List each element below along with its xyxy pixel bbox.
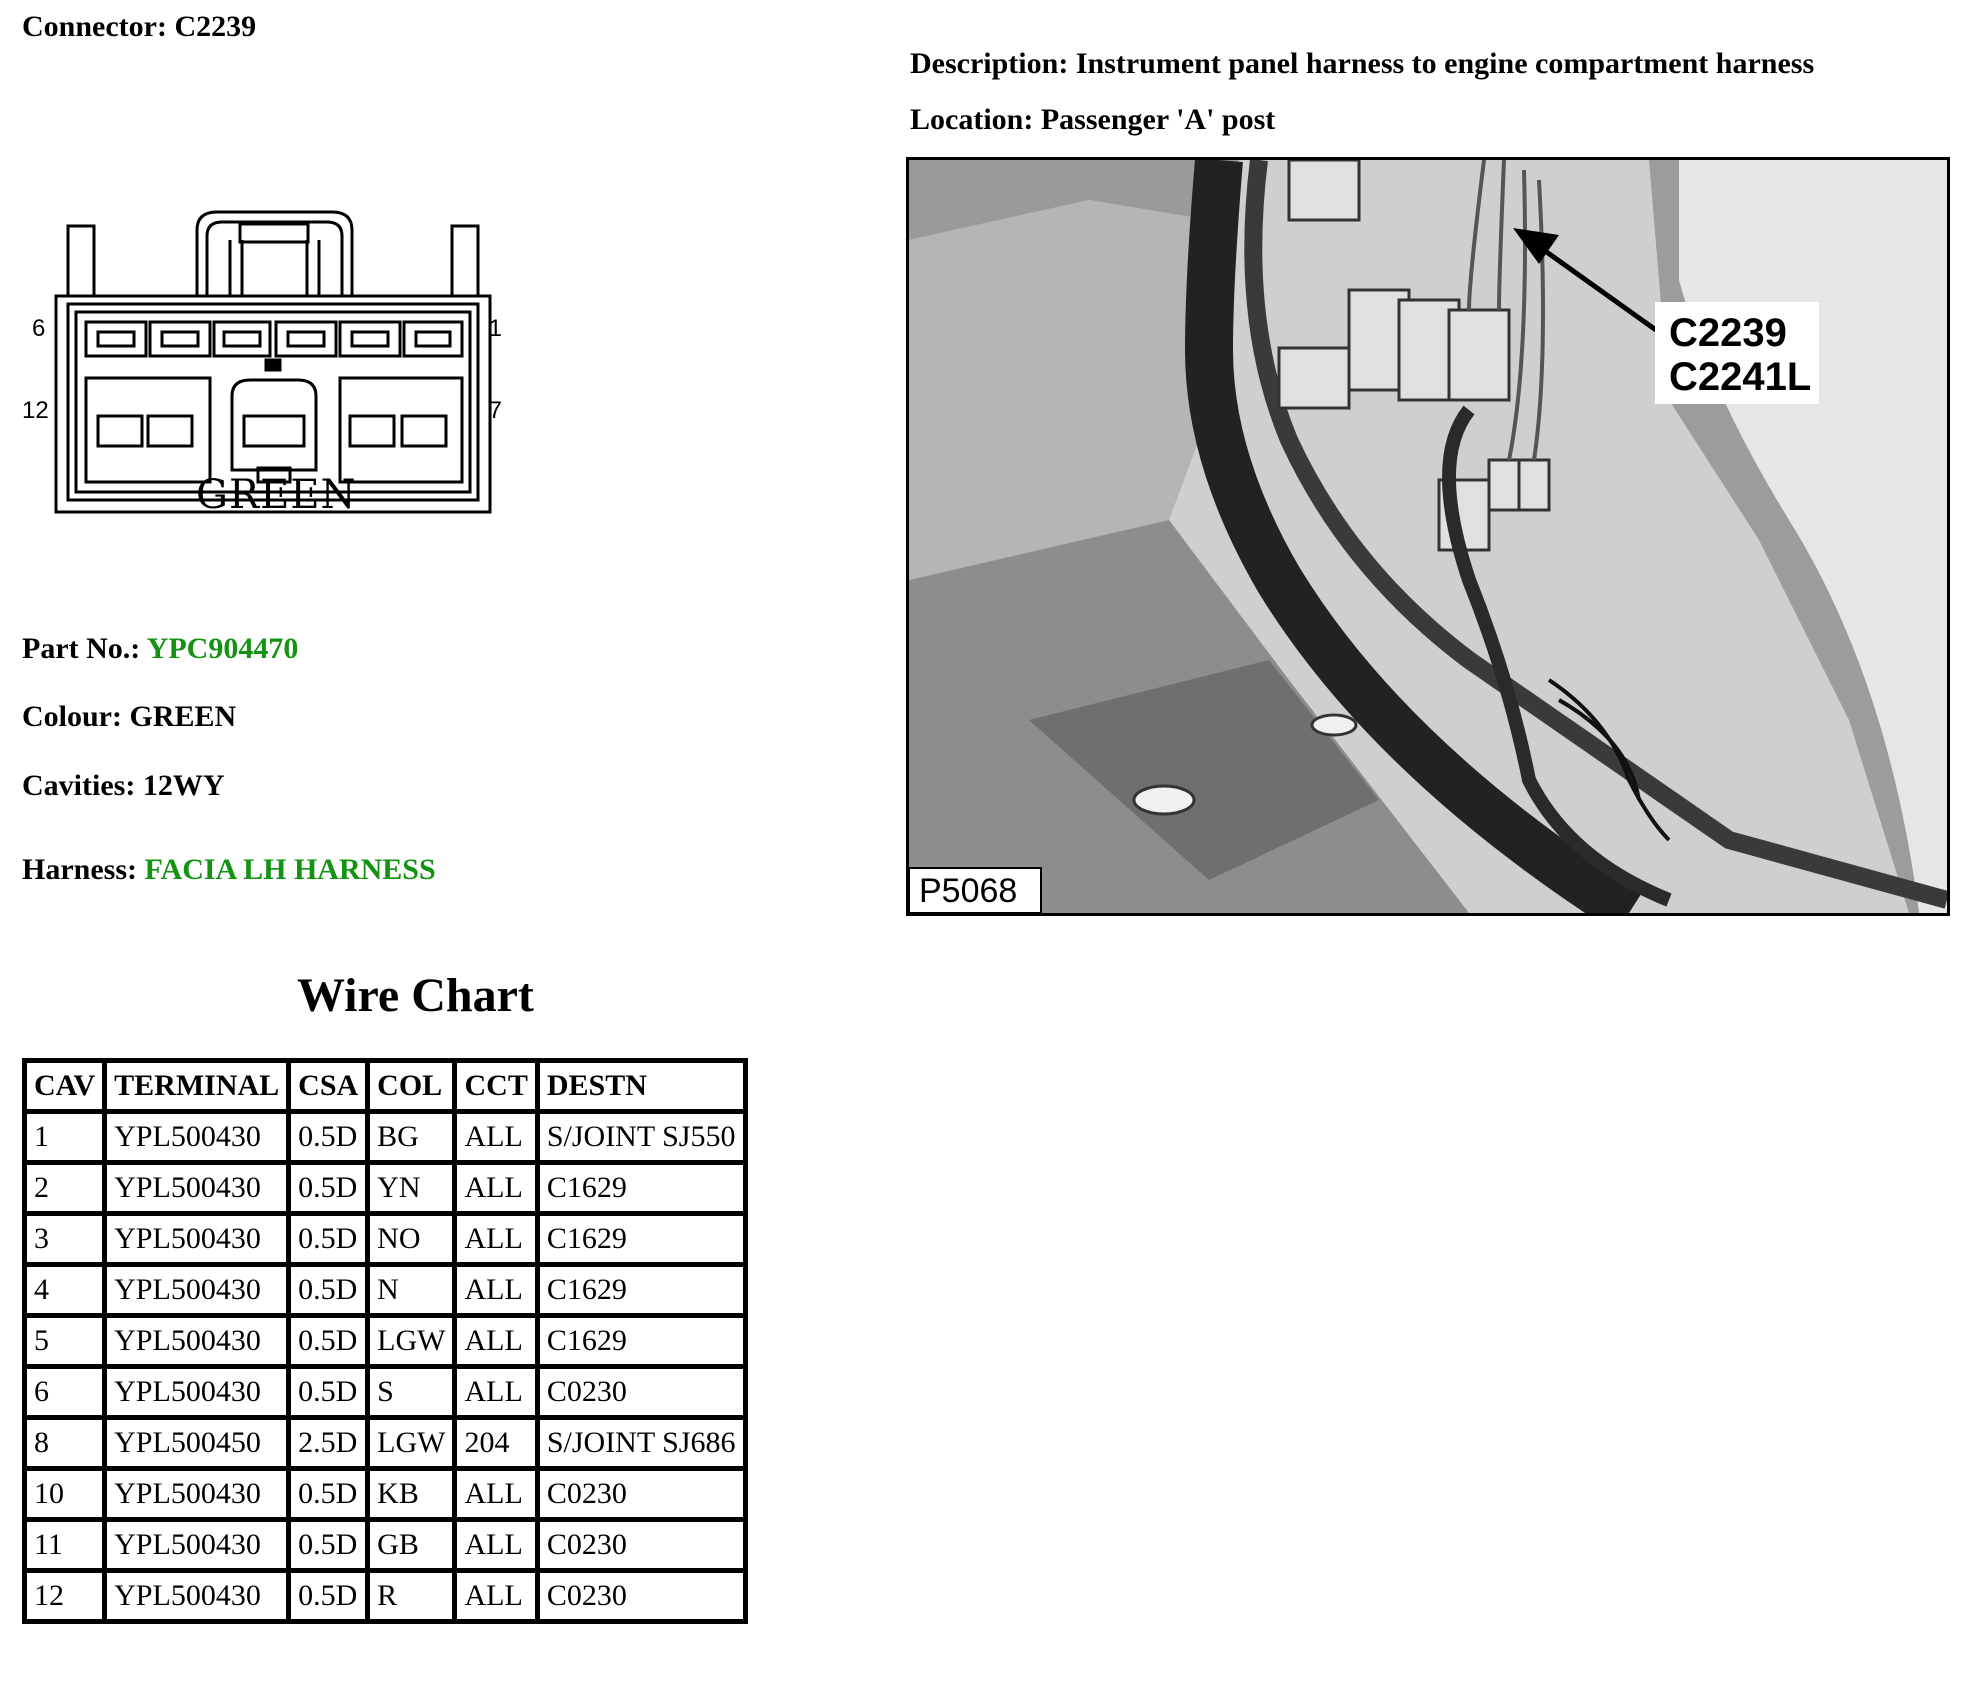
header-col: COL — [368, 1061, 455, 1112]
cell-terminal: YPL500450 — [105, 1418, 289, 1469]
harness — [22, 853, 436, 887]
harness-label: Harness: — [22, 853, 137, 886]
description-label: Description: — [910, 47, 1069, 80]
table-row — [25, 1520, 746, 1571]
bottom-terminal-row — [86, 378, 462, 482]
cell-csa: 0.5D — [289, 1265, 368, 1316]
table-row — [25, 1367, 746, 1418]
table-row — [25, 1469, 746, 1520]
cell-csa: 0.5D — [289, 1316, 368, 1367]
table-row — [25, 1163, 746, 1214]
harness-link[interactable]: FACIA LH HARNESS — [144, 853, 436, 886]
cell-destn: C1629 — [537, 1163, 745, 1214]
cell-col: S — [368, 1367, 455, 1418]
latch-mid — [207, 222, 342, 296]
cell-destn: C0230 — [537, 1469, 745, 1520]
cell-col: KB — [368, 1469, 455, 1520]
cell-destn: C0230 — [537, 1520, 745, 1571]
cavities-label: Cavities: — [22, 769, 136, 802]
cell-cct: ALL — [455, 1265, 537, 1316]
cell-terminal: YPL500430 — [105, 1571, 289, 1622]
cell-col: GB — [368, 1520, 455, 1571]
cell-cav: 10 — [25, 1469, 105, 1520]
cell-cav: 12 — [25, 1571, 105, 1622]
cell-csa: 2.5D — [289, 1418, 368, 1469]
colour — [22, 700, 236, 734]
connector-value: C2239 — [174, 10, 257, 43]
pin-label-7: 7 — [488, 397, 502, 424]
wire-chart-title: Wire Chart — [297, 969, 534, 1022]
cell-cav: 3 — [25, 1214, 105, 1265]
cell-csa: 0.5D — [289, 1520, 368, 1571]
cell-cct: ALL — [455, 1469, 537, 1520]
cavities-value: 12WY — [142, 769, 225, 802]
pin-label-1: 1 — [488, 315, 502, 342]
description — [910, 47, 1814, 81]
cell-cav: 4 — [25, 1265, 105, 1316]
cell-terminal: YPL500430 — [105, 1112, 289, 1163]
cell-terminal: YPL500430 — [105, 1367, 289, 1418]
left-post — [68, 226, 94, 296]
part-number-label: Part No.: — [22, 632, 141, 665]
cell-destn: C1629 — [537, 1214, 745, 1265]
cell-csa: 0.5D — [289, 1112, 368, 1163]
table-row — [25, 1214, 746, 1265]
cell-col: LGW — [368, 1418, 455, 1469]
header-terminal: TERMINAL — [105, 1061, 289, 1112]
cell-csa: 0.5D — [289, 1214, 368, 1265]
cell-cct: ALL — [455, 1571, 537, 1622]
description-value: Instrument panel harness to engine compartment harness — [1075, 47, 1815, 80]
location-photo — [906, 157, 1950, 916]
part-number — [22, 632, 298, 666]
photo-illustration — [909, 160, 1947, 913]
cell-cct: ALL — [455, 1520, 537, 1571]
table-header-row — [25, 1061, 746, 1112]
cell-cav: 8 — [25, 1418, 105, 1469]
cell-col: R — [368, 1571, 455, 1622]
cell-destn: C1629 — [537, 1316, 745, 1367]
header-destn: DESTN — [537, 1061, 745, 1112]
cell-col: YN — [368, 1163, 455, 1214]
cell-col: N — [368, 1265, 455, 1316]
cell-destn: C0230 — [537, 1571, 745, 1622]
pin-label-6: 6 — [32, 315, 46, 342]
cell-destn: S/JOINT SJ550 — [537, 1112, 745, 1163]
cell-cav: 2 — [25, 1163, 105, 1214]
latch-tab — [240, 224, 308, 242]
cell-csa: 0.5D — [289, 1571, 368, 1622]
top-terminal-row — [86, 322, 462, 370]
cell-terminal: YPL500430 — [105, 1520, 289, 1571]
cell-cct: ALL — [455, 1112, 537, 1163]
cell-destn: C1629 — [537, 1265, 745, 1316]
cell-cav: 6 — [25, 1367, 105, 1418]
cell-terminal: YPL500430 — [105, 1163, 289, 1214]
cell-terminal: YPL500430 — [105, 1214, 289, 1265]
table-row — [25, 1418, 746, 1469]
connector-color-caption: GREEN — [196, 472, 357, 518]
header-cav: CAV — [25, 1061, 105, 1112]
cell-destn: S/JOINT SJ686 — [537, 1418, 745, 1469]
cell-cct: ALL — [455, 1163, 537, 1214]
colour-value: GREEN — [129, 700, 237, 733]
callout-c2239: C2239 — [1669, 311, 1787, 355]
right-post — [452, 226, 478, 296]
callout-c2241l: C2241L — [1669, 355, 1812, 399]
cell-terminal: YPL500430 — [105, 1265, 289, 1316]
cell-col: BG — [368, 1112, 455, 1163]
wire-chart-table — [22, 1058, 748, 1624]
cell-cct: ALL — [455, 1367, 537, 1418]
part-number-link[interactable]: YPC904470 — [146, 632, 299, 665]
cell-col: NO — [368, 1214, 455, 1265]
cell-terminal: YPL500430 — [105, 1316, 289, 1367]
location-value: Passenger 'A' post — [1040, 103, 1276, 136]
cell-cct: ALL — [455, 1214, 537, 1265]
header-csa: CSA — [289, 1061, 368, 1112]
pin-label-12: 12 — [22, 397, 49, 424]
cell-csa: 0.5D — [289, 1367, 368, 1418]
cell-col: LGW — [368, 1316, 455, 1367]
table-row — [25, 1265, 746, 1316]
table-row — [25, 1112, 746, 1163]
location — [910, 103, 1275, 137]
connector-heading — [22, 10, 256, 44]
cell-cav: 1 — [25, 1112, 105, 1163]
cell-csa: 0.5D — [289, 1163, 368, 1214]
colour-label: Colour: — [22, 700, 122, 733]
cell-terminal: YPL500430 — [105, 1469, 289, 1520]
connector-label: Connector: — [22, 10, 167, 43]
cavities — [22, 769, 224, 803]
figure-id: P5068 — [919, 872, 1018, 910]
cell-cct: 204 — [455, 1418, 537, 1469]
cell-destn: C0230 — [537, 1367, 745, 1418]
table-row — [25, 1316, 746, 1367]
wire-chart-body — [25, 1112, 746, 1622]
cell-cct: ALL — [455, 1316, 537, 1367]
header-cct: CCT — [455, 1061, 537, 1112]
cell-cav: 5 — [25, 1316, 105, 1367]
cell-csa: 0.5D — [289, 1469, 368, 1520]
cell-cav: 11 — [25, 1520, 105, 1571]
location-label: Location: — [910, 103, 1034, 136]
table-row — [25, 1571, 746, 1622]
